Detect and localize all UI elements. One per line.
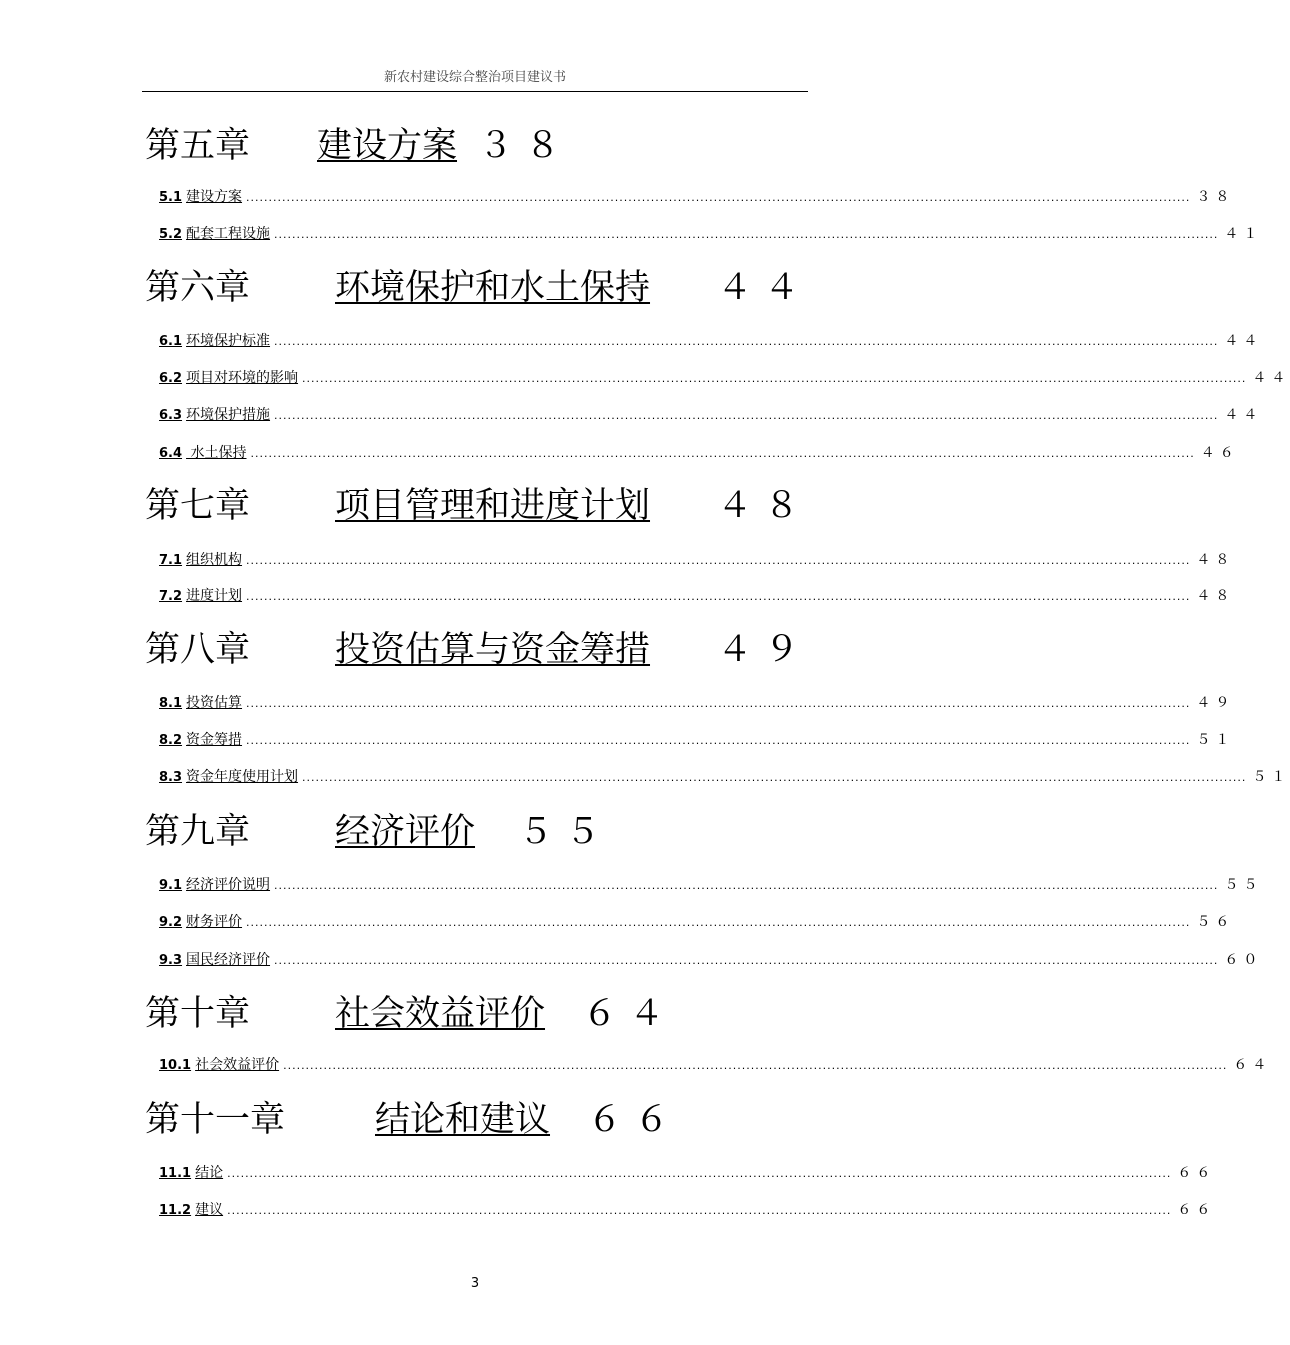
chapter-title: 投资估算与资金筹措 (335, 630, 651, 670)
entry-number: 8.3 (159, 770, 183, 785)
entry-title: 环境保护措施 (186, 407, 271, 423)
dot-leader: .................................................................................................................................................................................................................. (246, 590, 1191, 603)
chapter-number: 第八章 (145, 630, 251, 670)
entry-page: ６０ (1224, 952, 1263, 968)
entry-title: 社会效益评价 (195, 1057, 280, 1073)
entry-title: 投资估算 (186, 695, 243, 711)
toc-entry-9-2[interactable] (159, 911, 1235, 931)
entry-number: 6.1 (159, 334, 183, 349)
entry-number: 6.3 (159, 408, 183, 423)
dot-leader: .................................................................................................................................................................................................................. (246, 697, 1191, 710)
dot-leader: .................................................................................................................................................................................................................. (246, 916, 1191, 929)
dot-leader: .................................................................................................................................................................................................................. (302, 372, 1247, 385)
chapter-page: ６６ (587, 1100, 682, 1140)
toc-chapter-7[interactable] (145, 484, 811, 528)
toc-entry-6-1[interactable] (159, 330, 1263, 350)
chapter-title: 经济评价 (335, 812, 476, 852)
toc-chapter-8[interactable] (145, 628, 811, 672)
entry-title: 结论 (195, 1165, 224, 1181)
entry-number: 5.1 (159, 190, 183, 205)
entry-page: ５１ (1196, 732, 1235, 748)
entry-page: ６４ (1233, 1057, 1272, 1073)
entry-page: ４８ (1196, 588, 1235, 604)
header-rule (142, 91, 808, 92)
chapter-title: 社会效益评价 (335, 994, 546, 1034)
entry-title: 建设方案 (186, 189, 243, 205)
toc-entry-7-2[interactable] (159, 585, 1235, 605)
toc-entry-6-2[interactable] (159, 367, 1290, 387)
toc-entry-6-3[interactable] (159, 404, 1263, 424)
chapter-page: ４９ (717, 630, 812, 670)
toc-entry-11-1[interactable] (159, 1162, 1216, 1182)
entry-number: 9.1 (159, 878, 183, 893)
toc-chapter-5[interactable] (145, 124, 572, 168)
entry-number: 6.4 (159, 446, 183, 461)
entry-title: 环境保护标准 (186, 333, 271, 349)
chapter-title: 建设方案 (317, 126, 458, 166)
entry-page: ５１ (1252, 769, 1290, 785)
toc-entry-9-3[interactable] (159, 949, 1263, 969)
entry-page: ４４ (1252, 370, 1290, 386)
entry-page: ５６ (1196, 914, 1235, 930)
toc-entry-8-2[interactable] (159, 729, 1235, 749)
chapter-page: ３８ (478, 126, 573, 166)
chapter-page: ４８ (717, 486, 812, 526)
dot-leader: .................................................................................................................................................................................................................. (250, 447, 1195, 460)
entry-page: ６６ (1177, 1202, 1216, 1218)
dot-leader: .................................................................................................................................................................................................................. (246, 191, 1191, 204)
entry-title: 国民经济评价 (186, 952, 271, 968)
toc-entry-10-1[interactable] (159, 1054, 1272, 1074)
entry-number: 8.2 (159, 733, 183, 748)
dot-leader: .................................................................................................................................................................................................................. (227, 1167, 1172, 1180)
toc-entry-6-4[interactable] (159, 442, 1239, 462)
entry-title: 资金年度使用计划 (186, 769, 299, 785)
entry-number: 11.1 (159, 1166, 192, 1181)
entry-title: 项目对环境的影响 (186, 370, 299, 386)
entry-page: ４１ (1224, 226, 1263, 242)
toc-entry-7-1[interactable] (159, 549, 1235, 569)
chapter-page: ６４ (582, 994, 677, 1034)
chapter-title: 结论和建议 (375, 1100, 551, 1140)
entry-number: 9.3 (159, 953, 183, 968)
entry-title: 财务评价 (186, 914, 243, 930)
chapter-number: 第七章 (145, 486, 251, 526)
entry-number: 8.1 (159, 696, 183, 711)
toc-entry-5-1[interactable] (159, 186, 1235, 206)
dot-leader: .................................................................................................................................................................................................................. (246, 554, 1191, 567)
dot-leader: .................................................................................................................................................................................................................. (274, 879, 1219, 892)
entry-page: ３８ (1196, 189, 1235, 205)
toc-chapter-11[interactable] (145, 1098, 681, 1142)
entry-title: 经济评价说明 (186, 877, 271, 893)
entry-title: 组织机构 (186, 552, 243, 568)
entry-page: ６６ (1177, 1165, 1216, 1181)
entry-number: 7.2 (159, 589, 183, 604)
entry-number: 9.2 (159, 915, 183, 930)
entry-number: 6.2 (159, 371, 183, 386)
entry-number: 7.1 (159, 553, 183, 568)
page-number: 3 (470, 1276, 480, 1291)
entry-title: 配套工程设施 (186, 226, 271, 242)
entry-page: ４９ (1196, 695, 1235, 711)
toc-entry-11-2[interactable] (159, 1199, 1216, 1219)
dot-leader: .................................................................................................................................................................................................................. (283, 1059, 1228, 1072)
dot-leader: .................................................................................................................................................................................................................. (227, 1204, 1172, 1217)
chapter-page: ５５ (518, 812, 613, 852)
entry-title: 水土保持 (186, 445, 247, 461)
chapter-number: 第六章 (145, 268, 251, 308)
toc-entry-9-1[interactable] (159, 874, 1263, 894)
dot-leader: .................................................................................................................................................................................................................. (246, 734, 1191, 747)
toc-entry-8-3[interactable] (159, 766, 1290, 786)
chapter-number: 第十一章 (145, 1100, 286, 1140)
dot-leader: .................................................................................................................................................................................................................. (302, 771, 1247, 784)
toc-chapter-10[interactable] (145, 992, 676, 1036)
entry-page: ４４ (1224, 333, 1263, 349)
toc-chapter-6[interactable] (145, 266, 811, 310)
running-header: 新农村建设综合整治项目建议书 (383, 70, 566, 85)
toc-entry-8-1[interactable] (159, 692, 1235, 712)
chapter-number: 第五章 (145, 126, 251, 166)
toc-entry-5-2[interactable] (159, 223, 1263, 243)
entry-page: ４６ (1200, 445, 1239, 461)
dot-leader: .................................................................................................................................................................................................................. (274, 228, 1219, 241)
entry-title: 进度计划 (186, 588, 243, 604)
chapter-title: 项目管理和进度计划 (335, 486, 651, 526)
entry-number: 11.2 (159, 1203, 192, 1218)
entry-title: 建议 (195, 1202, 224, 1218)
chapter-page: ４４ (717, 268, 812, 308)
entry-number: 5.2 (159, 227, 183, 242)
entry-page: ４８ (1196, 552, 1235, 568)
chapter-number: 第九章 (145, 812, 251, 852)
dot-leader: .................................................................................................................................................................................................................. (274, 409, 1219, 422)
entry-number: 10.1 (159, 1058, 192, 1073)
chapter-number: 第十章 (145, 994, 251, 1034)
entry-title: 资金筹措 (186, 732, 243, 748)
dot-leader: .................................................................................................................................................................................................................. (274, 335, 1219, 348)
entry-page: ５５ (1224, 877, 1263, 893)
chapter-title: 环境保护和水土保持 (335, 268, 651, 308)
entry-page: ４４ (1224, 407, 1263, 423)
toc-chapter-9[interactable] (145, 810, 612, 854)
dot-leader: .................................................................................................................................................................................................................. (274, 954, 1219, 967)
